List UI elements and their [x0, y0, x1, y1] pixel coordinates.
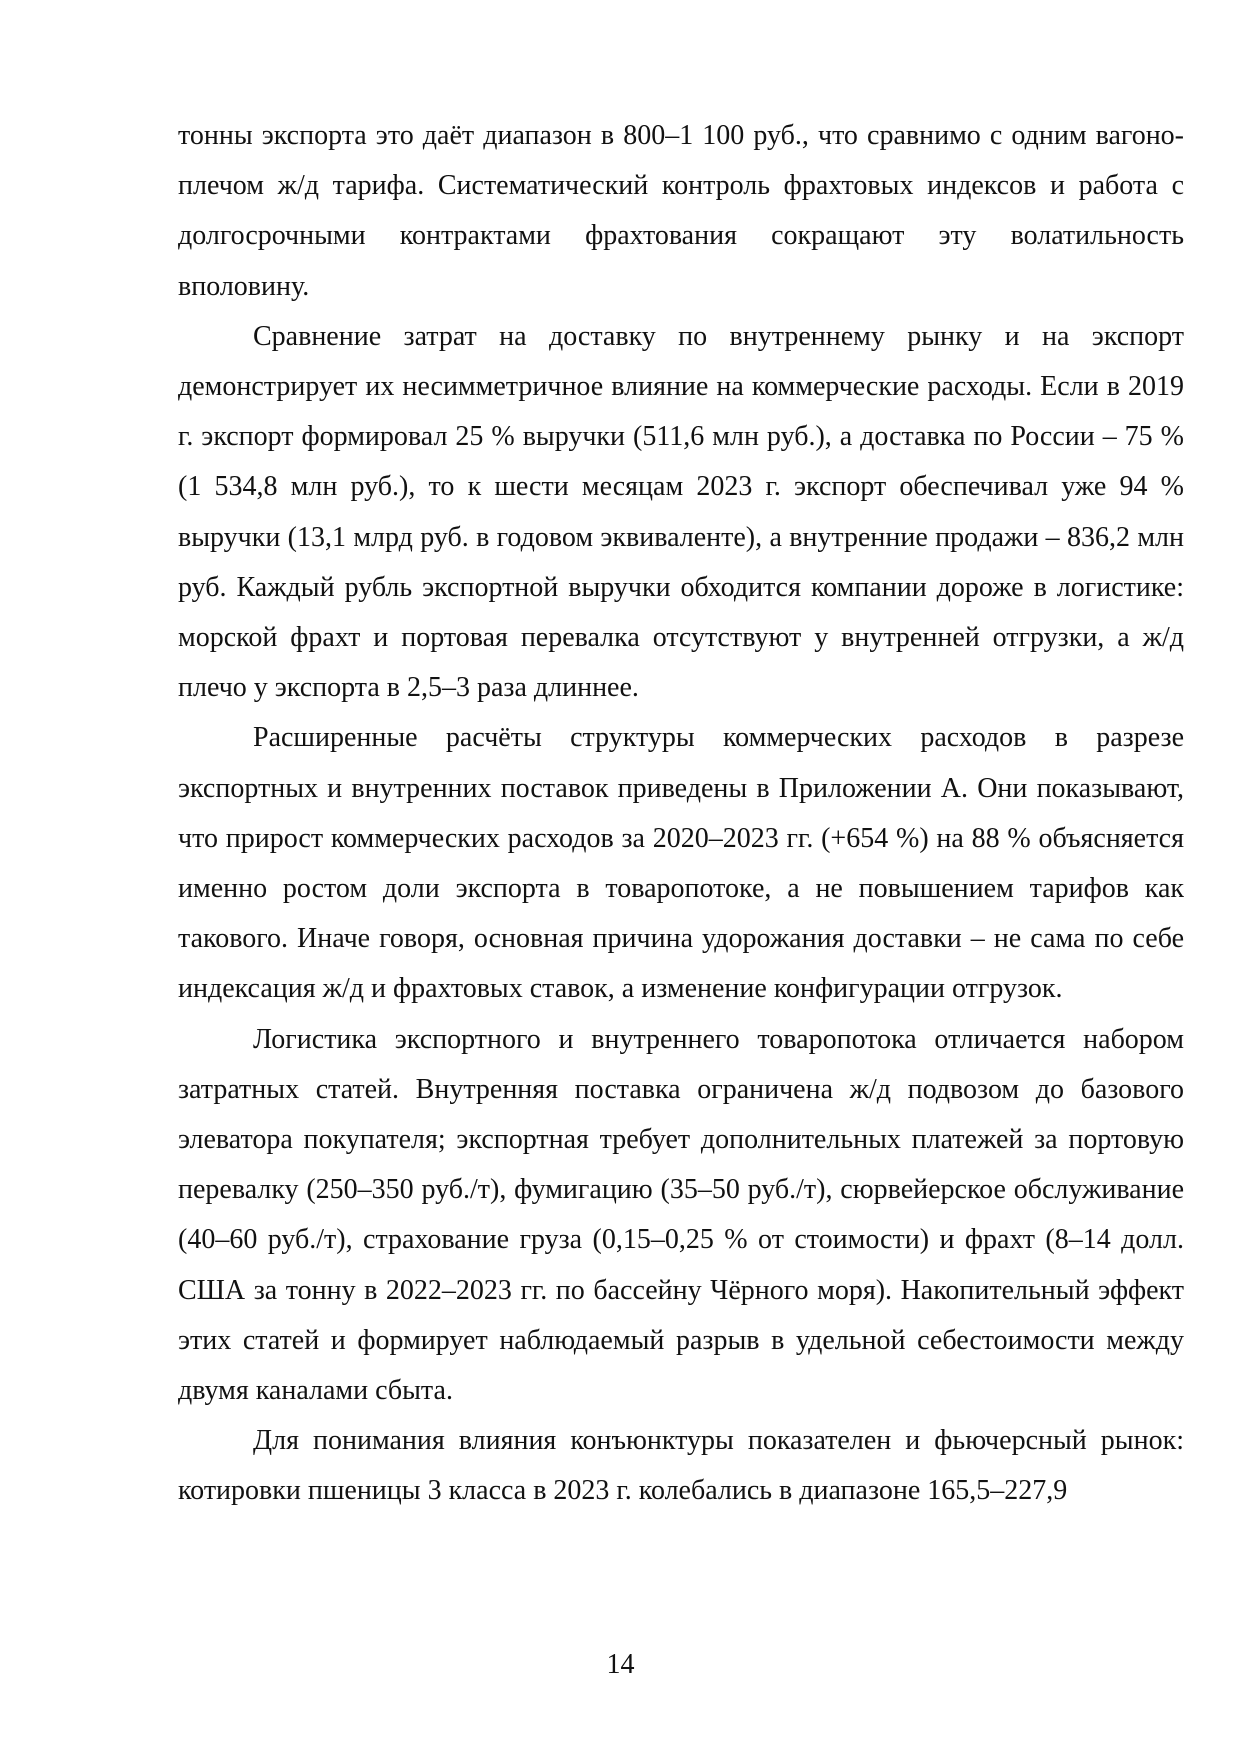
paragraph-continuation: тонны экспорта это даёт диапазон в 800–1 100 руб., что сравнимо с одним вагоно-плечом ж/д тарифа. Систематический контроль фрахтовых индексов и работа с долгосрочными контрактами фрахтования сокращают эту волатильность вполовину. — [178, 120, 1184, 302]
paragraph: Логистика экспортного и внутреннего товаропотока отличается набором затратных статей. Внутренняя поставка ограничена ж/д подвозом до базового элеватора покупателя; экспортная требует дополнительных платежей за портовую перевалку (250–350 руб./т), фумигацию (35–50 руб./т), сюрвейерское обслуживание (40–60 руб./т), страхование груза (0,15–0,25 % от стоимости) и фрахт (8–14 долл. США за тонну в 2022–2023 гг. по бассейну Чёрного моря). Накопительный эффект этих статей и формирует наблюдаемый разрыв в удельной себестоимости между двумя каналами сбыта. — [178, 1023, 1184, 1407]
paragraph: Для понимания влияния конъюнктуры показателен и фьючерсный рынок: котировки пшеницы 3 класса в 2023 г. колебались в диапазоне 165,5–227,9 — [178, 1425, 1184, 1507]
page-number: 14 — [606, 1649, 635, 1680]
body-text — [178, 111, 1184, 1517]
paragraph: Расширенные расчёты структуры коммерческих расходов в разрезе экспортных и внутренних поставок приведены в Приложении А. Они показывают, что прирост коммерческих расходов за 2020–2023 гг. (+654 %) на 88 % объясняется именно ростом доли экспорта в товаропотоке, а не повышением тарифов как такового. Иначе говоря, основная причина удорожания доставки – не сама по себе индексация ж/д и фрахтовых ставок, а изменение конфигурации отгрузок. — [178, 722, 1184, 1005]
paragraph: Сравнение затрат на доставку по внутреннему рынку и на экспорт демонстрирует их несимметричное влияние на коммерческие расходы. Если в 2019 г. экспорт формировал 25 % выручки (511,6 млн руб.), а доставка по России – 75 % (1 534,8 млн руб.), то к шести месяцам 2023 г. экспорт обеспечивал уже 94 % выручки (13,1 млрд руб. в годовом эквиваленте), а внутренние продажи – 836,2 млн руб. Каждый рубль экспортной выручки обходится компании дороже в логистике: морской фрахт и портовая перевалка отсутствуют у внутренней отгрузки, а ж/д плечо у экспорта в 2,5–3 раза длиннее. — [178, 320, 1184, 704]
